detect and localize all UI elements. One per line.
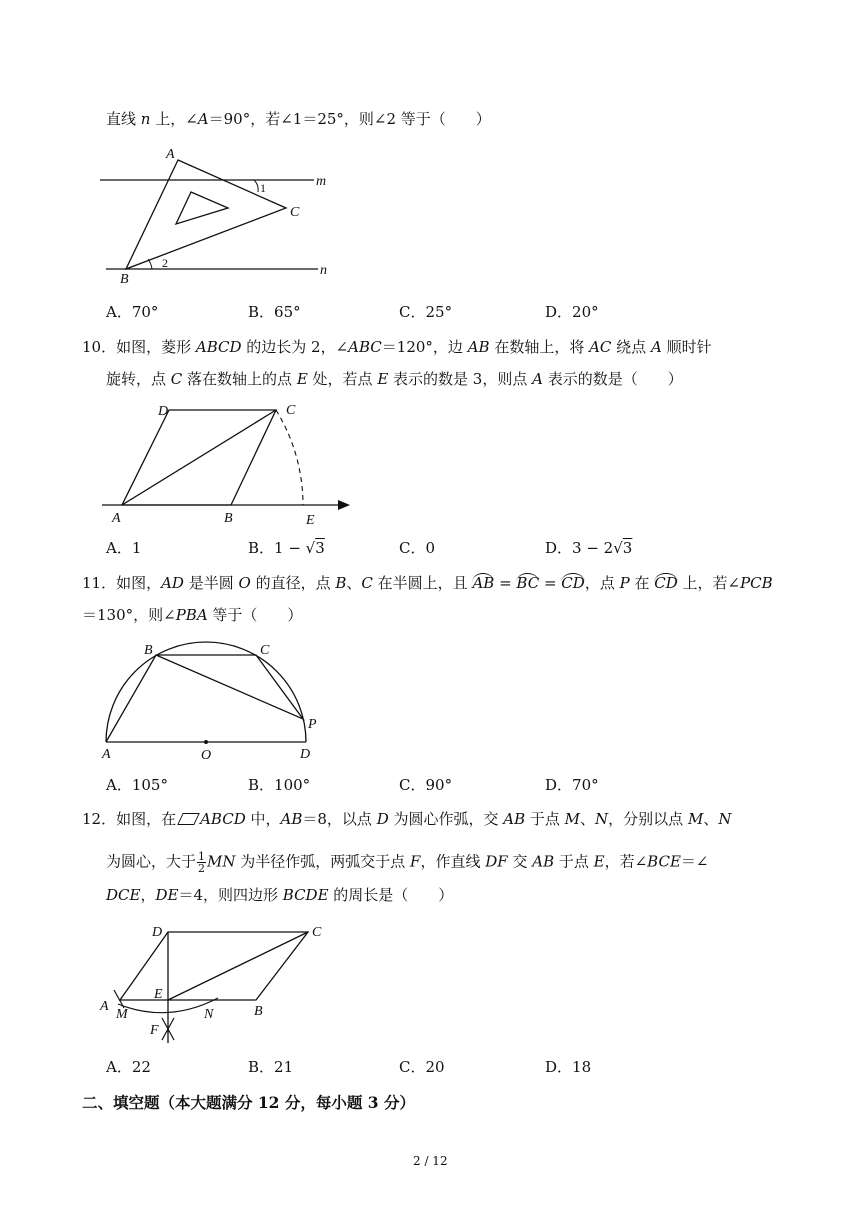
q12-line-2: 为圆心，大于 $\frac{1}{2}$ MN 为半径作弧，两弧交于点 F，作直线 DF 交 AB 于点 E，若∠BCE＝∠ <box>106 850 709 875</box>
label-m: m <box>316 174 327 189</box>
segment-ec <box>168 932 308 1000</box>
section-2-heading: 二、填空题（本大题满分 12 分，每小题 3 分） <box>82 1093 415 1112</box>
q9-option-a[interactable]: A．70° <box>106 303 159 321</box>
label-c: C <box>312 925 322 940</box>
q10-option-a[interactable]: A．1 <box>106 539 142 557</box>
q9-option-d[interactable]: D．20° <box>545 303 599 321</box>
q12-figure <box>96 918 356 1058</box>
q9-option-b[interactable]: B．65° <box>248 303 301 321</box>
label-angle-2: 2 <box>162 256 168 270</box>
q12-option-c[interactable]: C．20 <box>399 1058 445 1076</box>
q11-line-2: ＝130°，则∠PBA 等于（ ） <box>82 606 303 624</box>
q9-figure <box>96 146 436 286</box>
q10-option-c[interactable]: C．0 <box>399 539 436 557</box>
q11-option-a[interactable]: A．105° <box>106 776 168 794</box>
label-b: B <box>120 272 129 286</box>
center-o <box>204 740 208 744</box>
q9-stem: 直线 n 上，∠A＝90°，若∠1＝25°，则∠2 等于（ ） <box>106 110 491 128</box>
q12-option-a[interactable]: A．22 <box>106 1058 151 1076</box>
q10-line-2: 旋转，点 C 落在数轴上的点 E 处，若点 E 表示的数是 3，则点 A 表示的数是（ ） <box>106 370 683 388</box>
label-c: C <box>290 205 300 220</box>
inner-triangle <box>176 192 228 224</box>
q11-option-d[interactable]: D．70° <box>545 776 599 794</box>
rotation-arc <box>276 410 303 505</box>
tick-a <box>114 990 124 1008</box>
label-n: n <box>320 263 327 278</box>
label-a: A <box>100 999 109 1014</box>
label-b: B <box>224 511 233 526</box>
label-c: C <box>286 403 296 418</box>
q12-line-3: DCE，DE＝4，则四边形 BCDE 的周长是（ ） <box>106 886 454 904</box>
q11-line-1: 11．如图，AD 是半圆 O 的直径，点 B、C 在半圆上，且 AB = BC = CD，点 P 在 CD 上，若∠PCB <box>82 574 773 592</box>
label-f: F <box>150 1023 159 1038</box>
label-angle-1: 1 <box>260 181 266 195</box>
parallelogram-abcd <box>120 932 308 1000</box>
q11-option-b[interactable]: B．100° <box>248 776 311 794</box>
label-a: A <box>112 511 121 526</box>
q10-figure <box>96 398 376 528</box>
axis-arrow <box>338 500 350 510</box>
label-o: O <box>201 748 212 763</box>
label-b: B <box>144 643 153 658</box>
q12-option-d[interactable]: D．18 <box>545 1058 592 1076</box>
label-d: D <box>300 747 311 762</box>
q12-option-b[interactable]: B．21 <box>248 1058 294 1076</box>
q10-line-1: 10．如图，菱形 ABCD 的边长为 2，∠ABC＝120°，边 AB 在数轴上，将 AC 绕点 A 顺时针 <box>82 338 712 356</box>
label-a: A <box>166 147 175 162</box>
label-p: P <box>308 717 317 732</box>
q12-line-1: 12．如图，在 ABCD 中，AB＝8，以点 D 为圆心作弧，交 AB 于点 M、N，分别以点 M、N <box>82 810 732 828</box>
label-n: N <box>204 1007 214 1022</box>
label-b: B <box>254 1004 263 1019</box>
label-d: D <box>158 404 169 419</box>
q11-figure <box>96 634 356 764</box>
label-e: E <box>306 513 315 528</box>
label-e: E <box>154 987 163 1002</box>
label-c: C <box>260 643 270 658</box>
q11-option-c[interactable]: C．90° <box>399 776 453 794</box>
angle-1-arc <box>254 180 258 192</box>
label-d: D <box>152 925 163 940</box>
q9-option-c[interactable]: C．25° <box>399 303 453 321</box>
q10-option-d[interactable]: D．3 − 2√3 <box>545 539 633 557</box>
page-number: 2 / 12 <box>413 1154 448 1168</box>
label-a: A <box>102 747 111 762</box>
label-m: M <box>116 1007 128 1022</box>
q10-option-b[interactable]: B．1 − √3 <box>248 539 325 557</box>
semicircle <box>106 642 306 742</box>
